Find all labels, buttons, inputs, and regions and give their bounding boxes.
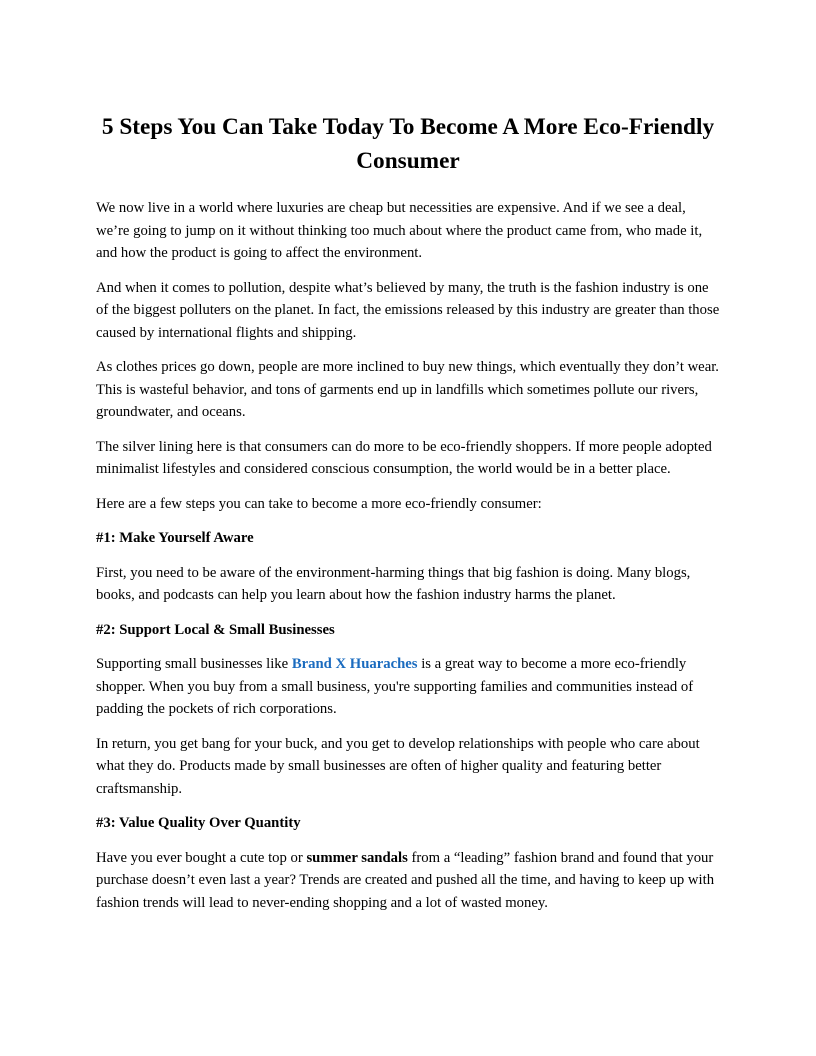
step1-paragraph: First, you need to be aware of the environment-harming things that big fashion is doing. Many blogs, books, and podcasts can help you learn about how the fashion industry harms the planet. (96, 564, 691, 603)
brand-x-huaraches-link[interactable]: Brand X Huaraches (291, 656, 418, 672)
step2-text-after-link: is a great way to become a more eco-friendly shopper. When you buy from a small business, you're supporting families and communities instead of padding the pockets of rich corporations. (96, 656, 694, 717)
document-body (96, 110, 720, 926)
intro-paragraph-3: As clothes prices go down, people are more inclined to buy new things, which eventually they don’t wear. This is wasteful behavior, and tons of garments end up in landfills which sometimes pollute our rivers, groundwater, and oceans. (96, 359, 719, 420)
intro-paragraph-1: We now live in a world where luxuries are cheap but necessities are expensive. And if we see a deal, we’re going to jump on it without thinking too much about where the product came from, who made it, and how the product is going to affect the environment. (96, 200, 703, 261)
step2-paragraph-2: In return, you get bang for your buck, and you get to develop relationships with people who care about what they do. Products made by small businesses are often of higher quality and featuring better craftsmanship. (96, 735, 700, 797)
step2-heading: #2: Support Local & Small Businesses (96, 621, 335, 638)
step3-text-before-bold: Have you ever bought a cute top or (96, 849, 307, 866)
page-title: 5 Steps You Can Take Today To Become A More Eco-Friendly Consumer (101, 114, 715, 174)
intro-paragraph-5: Here are a few steps you can take to become a more eco-friendly consumer: (96, 495, 542, 512)
step2-text-before-link: Supporting small businesses like (96, 656, 292, 672)
step1-heading: #1: Make Yourself Aware (96, 530, 254, 546)
step2-paragraph-1 (96, 653, 720, 721)
intro-paragraph-2: And when it comes to pollution, despite what’s believed by many, the truth is the fashion industry is one of the biggest polluters on the planet. In fact, the emissions released by this industry are greater than those caused by international flights and shipping. (96, 279, 720, 341)
intro-paragraph-4: The silver lining here is that consumers can do more to be eco-friendly shoppers. If more people adopted minimalist lifestyles and considered conscious consumption, the world would be in a better place. (96, 438, 712, 477)
summer-sandals-emphasis: summer sandals (306, 849, 408, 866)
step3-heading: #3: Value Quality Over Quantity (96, 815, 301, 831)
step3-text-after-bold: from a “leading” fashion brand and found that your purchase doesn’t even last a year? Trends are created and pushed all the time, and having to keep up with fashion trends will lead to never-ending shopping and a lot of wasted money. (96, 849, 715, 911)
step3-paragraph (96, 847, 720, 915)
